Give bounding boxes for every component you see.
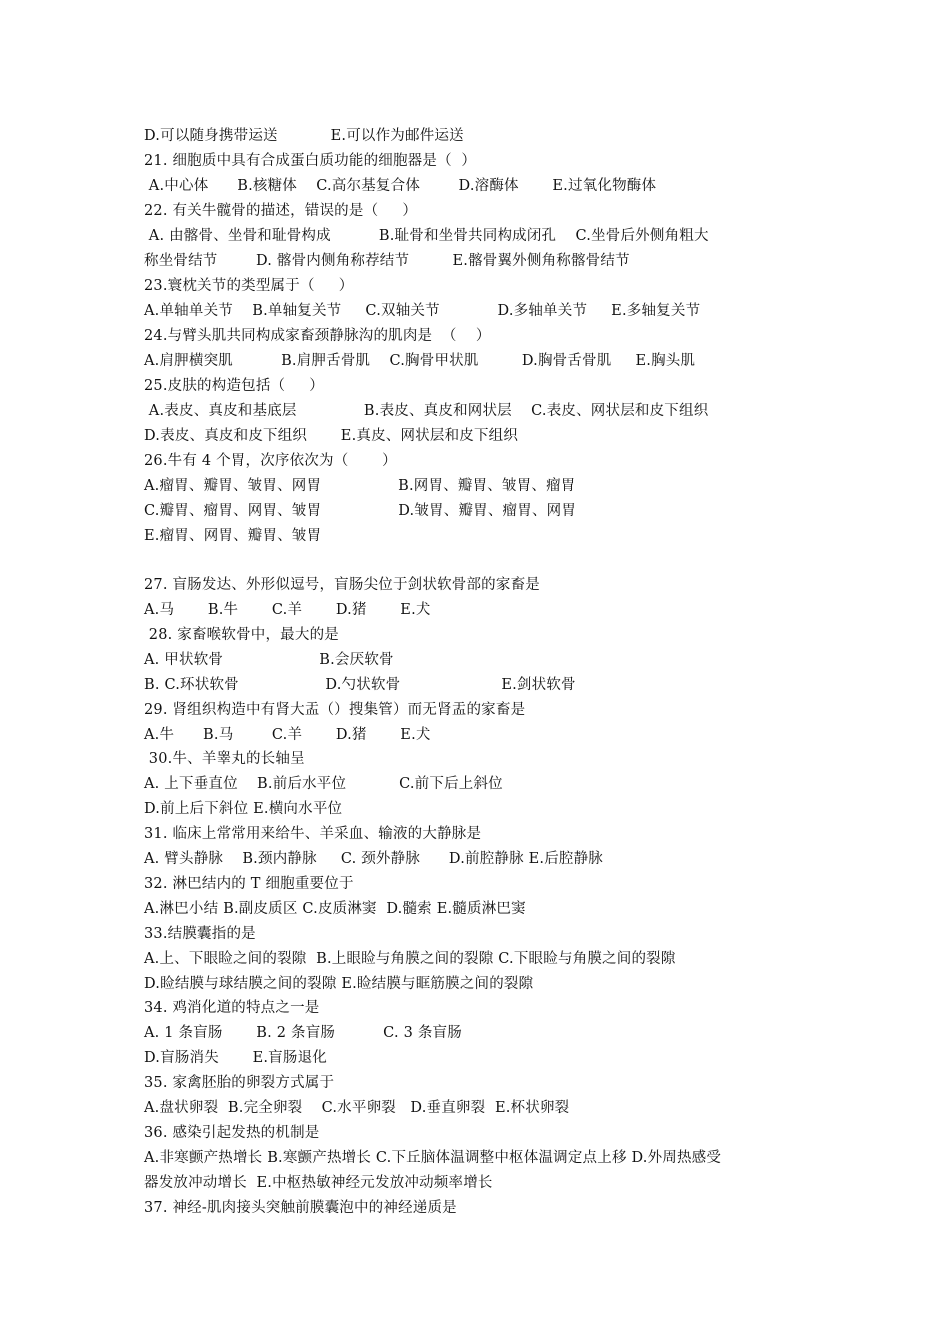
options-22: A. 由髂骨、坐骨和耻骨构成 B.耻骨和坐骨共同构成闭孔 C.坐骨后外侧角粗大 [144,228,709,244]
options-28-row2: B. C.环状软骨 D.勺状软骨 E.剑状软骨 [144,677,576,693]
question-29: 29. 肾组织构造中有肾大盂（）搜集管）而无肾盂的家畜是 [144,702,526,718]
options-26-row3: E.瘤胃、网胃、瓣胃、皱胃 [144,528,322,544]
options-35: A.盘状卵裂 B.完全卵裂 C.水平卵裂 D.垂直卵裂 E.杯状卵裂 [144,1100,570,1116]
options-34-row1: A. 1 条盲肠 B. 2 条盲肠 C. 3 条盲肠 [144,1025,462,1041]
question-25: 25.皮肤的构造包括（ ） [144,378,325,394]
options-26-row1: A.瘤胃、瓣胃、皱胃、网胃 B.网胃、瓣胃、皱胃、瘤胃 [144,478,576,494]
options-25: A.表皮、真皮和基底层 B.表皮、真皮和网状层 C.表皮、网状层和皮下组织 [144,403,709,419]
options-27: A.马 B.牛 C.羊 D.猪 E.犬 [144,602,431,618]
question-22: 22. 有关牛髋骨的描述，错误的是（ ） [144,203,418,219]
question-36: 36. 感染引起发热的机制是 [144,1125,320,1141]
options-34-row2: D.盲肠消失 E.盲肠退化 [144,1050,327,1066]
question-23: 23.寰枕关节的类型属于（ ） [144,278,354,294]
options-36: A.非寒颤产热增长 B.寒颤产热增长 C.下丘脑体温调整中枢体温调定点上移 D.外周热感受 [144,1150,722,1166]
question-28: 28. 家畜喉软骨中，最大的是 [144,627,339,643]
question-35: 35. 家禽胚胎的卵裂方式属于 [144,1075,335,1091]
options-36-cont: 器发放冲动增长 E.中枢热敏神经元发放冲动频率增长 [144,1175,493,1191]
options-26-row2: C.瓣胃、瘤胃、网胃、皱胃 D.皱胃、瓣胃、瘤胃、网胃 [144,503,577,519]
options-24: A.肩胛横突肌 B.肩胛舌骨肌 C.胸骨甲状肌 D.胸骨舌骨肌 E.胸头肌 [144,353,696,369]
options-31: A. 臂头静脉 B.颈内静脉 C. 颈外静脉 D.前腔静脉 E.后腔静脉 [144,851,604,867]
options-21: A.中心体 B.核糖体 C.高尔基复合体 D.溶酶体 E.过氧化物酶体 [144,178,657,194]
options-33-row1: A.上、下眼睑之间的裂隙 B.上眼睑与角膜之间的裂隙 C.下眼睑与角膜之间的裂隙 [144,951,676,967]
options-30-row2: D.前上后下斜位 E.横向水平位 [144,801,343,817]
options-32: A.淋巴小结 B.副皮质区 C.皮质淋窦 D.髓索 E.髓质淋巴窦 [144,901,526,917]
question-24: 24.与臂头肌共同构成家畜颈静脉沟的肌肉是 （ ） [144,328,491,344]
question-37: 37. 神经-肌肉接头突触前膜囊泡中的神经递质是 [144,1200,457,1216]
options-30-row1: A. 上下垂直位 B.前后水平位 C.前下后上斜位 [144,776,503,792]
question-32: 32. 淋巴结内的 T 细胞重要位于 [144,876,354,892]
question-21: 21. 细胞质中具有合成蛋白质功能的细胞器是（ ） [144,153,477,169]
options-25-cont: D.表皮、真皮和皮下组织 E.真皮、网状层和皮下组织 [144,428,519,444]
options-23: A.单轴单关节 B.单轴复关节 C.双轴关节 D.多轴单关节 E.多轴复关节 [144,303,701,319]
question-34: 34. 鸡消化道的特点之一是 [144,1000,320,1016]
options-33-row2: D.睑结膜与球结膜之间的裂隙 E.睑结膜与眶筋膜之间的裂隙 [144,976,534,992]
question-26: 26.牛有 4 个胃，次序依次为（ ） [144,453,397,469]
question-27: 27. 盲肠发达、外形似逗号，盲肠尖位于剑状软骨部的家畜是 [144,577,540,593]
question-31: 31. 临床上常常用来给牛、羊采血、输液的大静脉是 [144,826,482,842]
question-33: 33.结膜囊指的是 [144,926,256,942]
options-22-cont: 称坐骨结节 D. 髂骨内侧角称荐结节 E.髂骨翼外侧角称髂骨结节 [144,253,630,269]
options-29: A.牛 B.马 C.羊 D.猪 E.犬 [144,727,431,743]
text-line: D.可以随身携带运送 E.可以作为邮件运送 [144,128,464,144]
options-28-row1: A. 甲状软骨 B.会厌软骨 [144,652,394,668]
question-30: 30.牛、羊睾丸的长轴呈 [144,751,305,767]
